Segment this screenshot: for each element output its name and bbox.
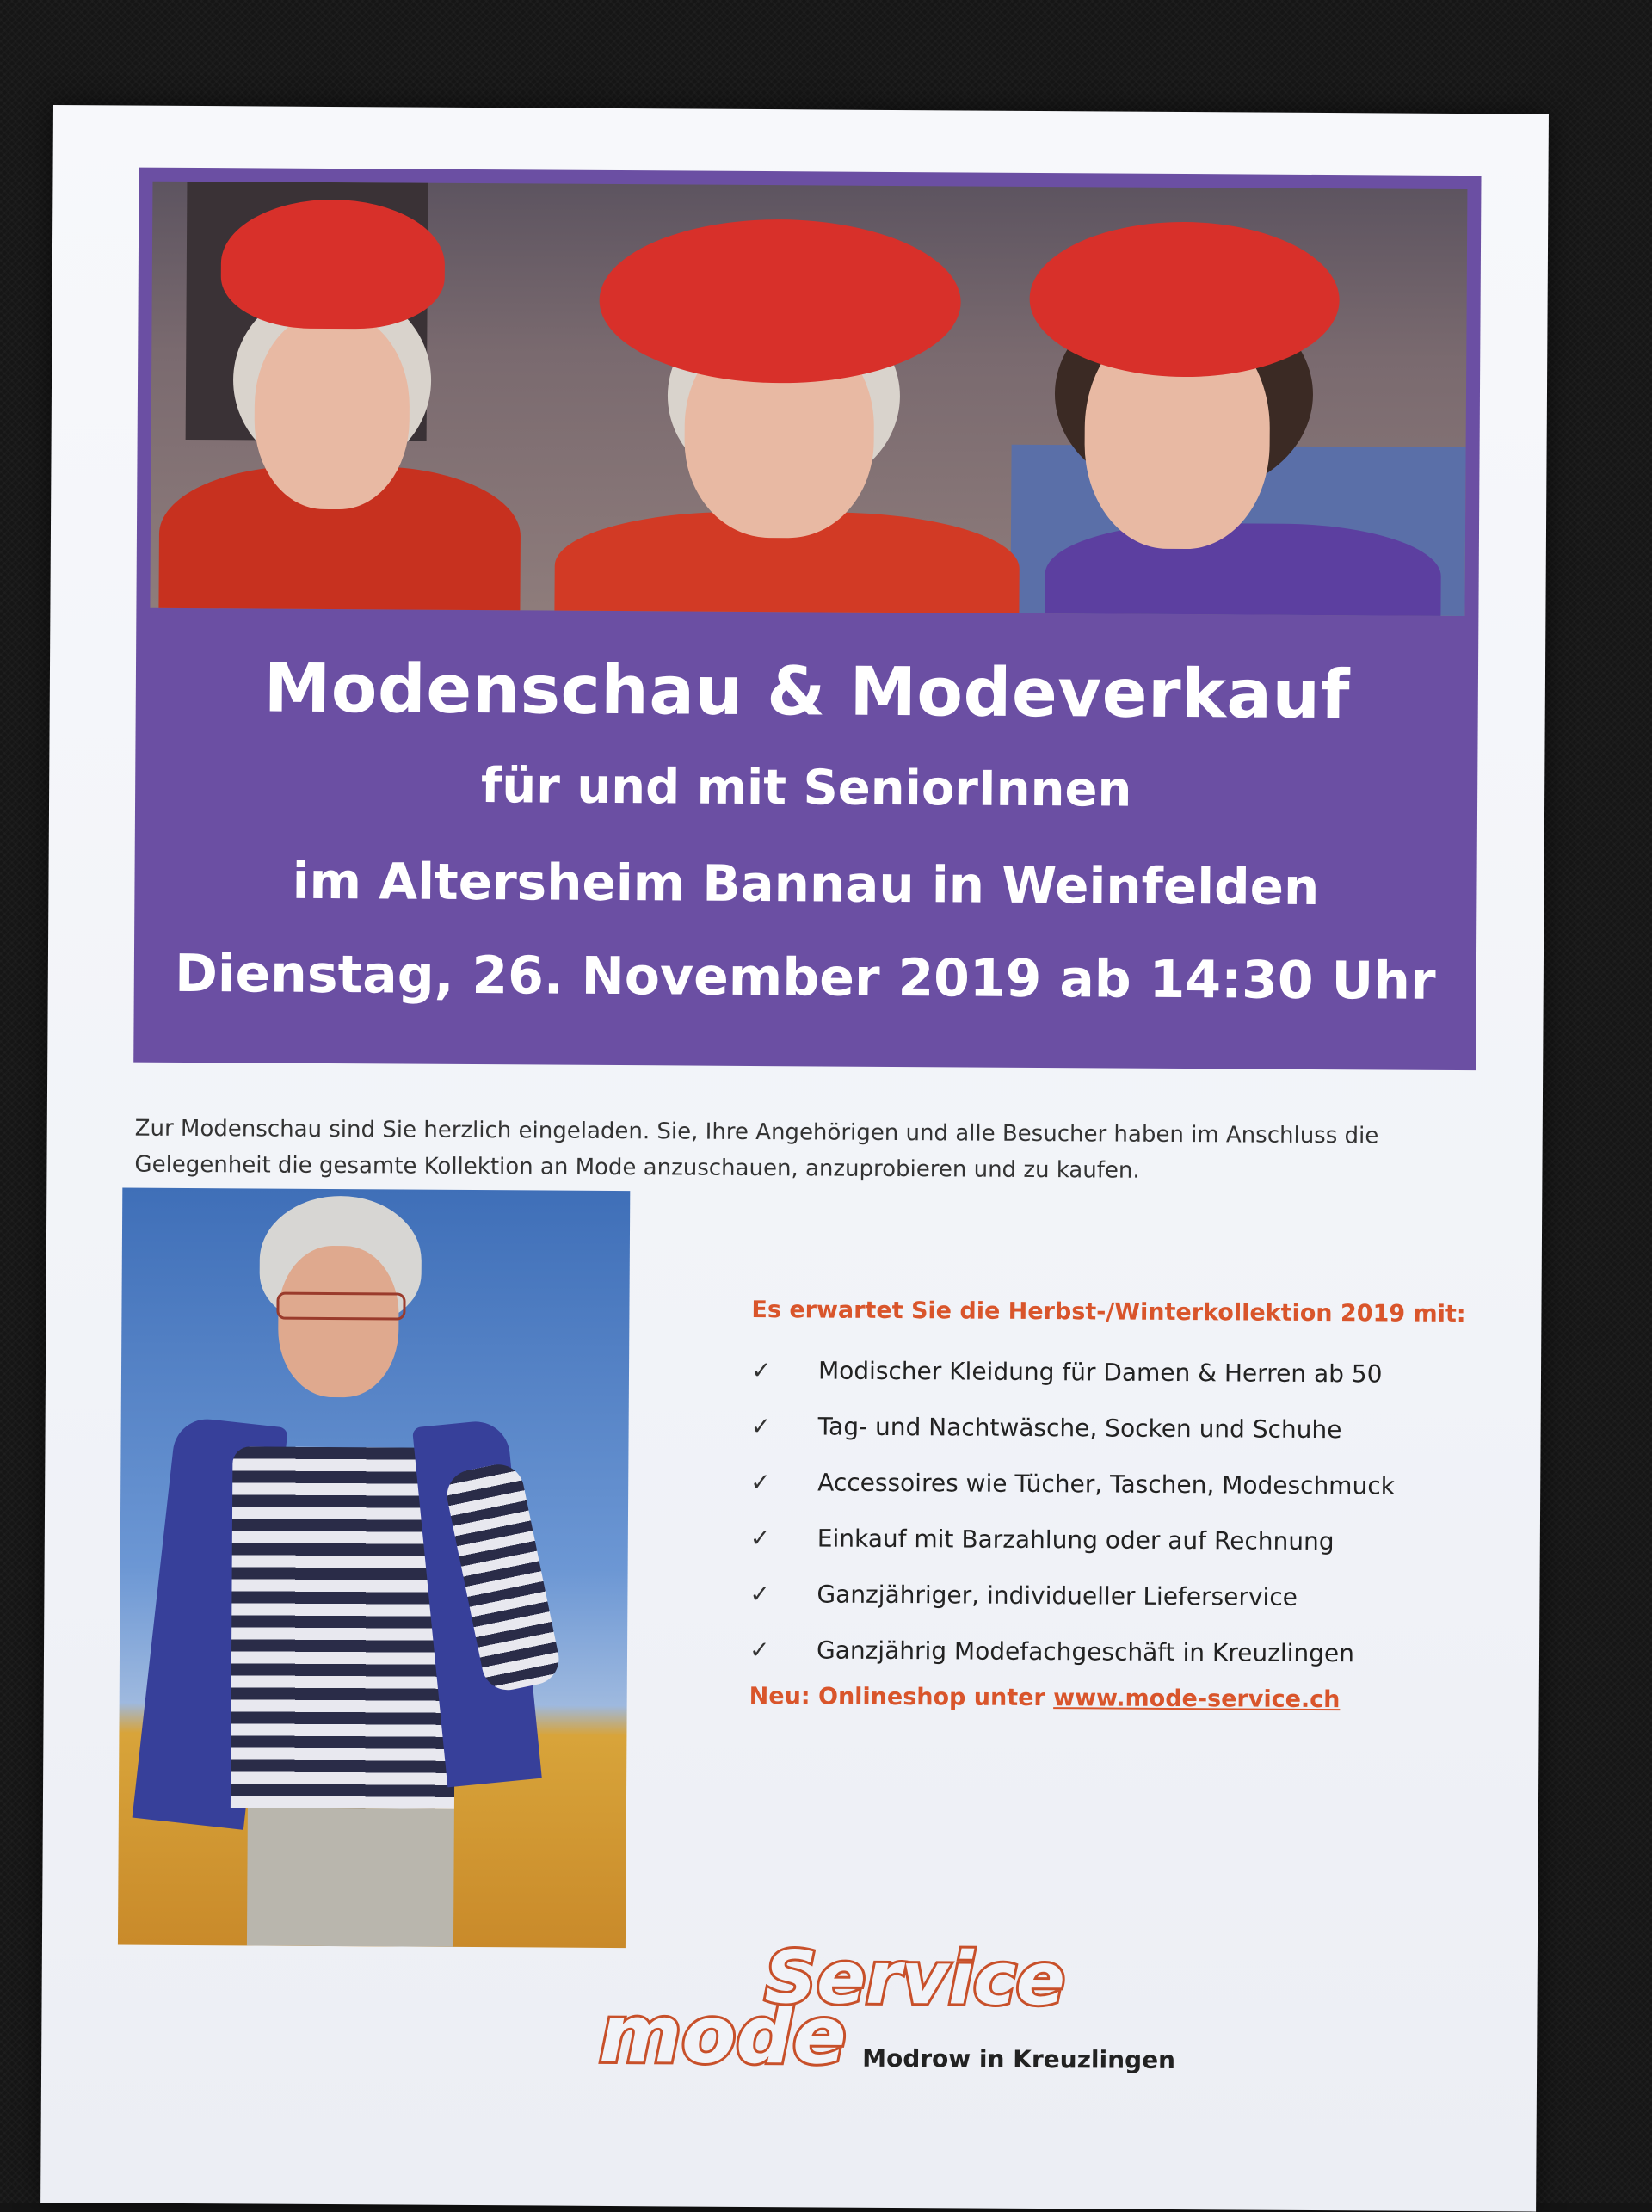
header-banner xyxy=(133,168,1481,1071)
logo-word-mode: mode xyxy=(598,1987,847,2082)
check-icon: ✓ xyxy=(750,1355,772,1385)
check-icon: ✓ xyxy=(750,1411,772,1441)
collection-heading: Es erwartet Sie die Herbst-/Winterkollektion 2019 mit: xyxy=(751,1296,1466,1328)
list-item: ✓ Ganzjährig Modefachgeschäft in Kreuzlingen xyxy=(749,1622,1489,1682)
logo-wordmark-icon xyxy=(592,1932,1195,2108)
event-title: Modenschau & Modeverkauf xyxy=(263,650,1351,735)
flyer-sheet xyxy=(40,105,1549,2212)
onlineshop-prefix: Neu: Onlineshop unter xyxy=(749,1682,1045,1712)
check-icon: ✓ xyxy=(750,1467,771,1497)
list-item: ✓ Accessoires wie Tücher, Taschen, Modeschmuck xyxy=(750,1454,1490,1514)
banner-headline-block xyxy=(133,608,1478,1071)
onlineshop-link[interactable]: www.mode-service.ch xyxy=(1053,1685,1341,1714)
collection-section xyxy=(749,1297,1492,1714)
onlineshop-note xyxy=(749,1683,1489,1714)
list-item: ✓ Tag- und Nachtwäsche, Socken und Schuhe xyxy=(750,1398,1490,1458)
model-photo xyxy=(118,1188,630,1949)
check-icon: ✓ xyxy=(749,1523,771,1553)
invitation-line-2: Gelegenheit die gesamte Kollektion an Mode anzuschauen, anzuprobieren und zu kaufen. xyxy=(134,1151,1140,1184)
event-date: Dienstag, 26. November 2019 ab 14:30 Uhr xyxy=(174,943,1436,1012)
list-item: ✓ Einkauf mit Barzahlung oder auf Rechnung xyxy=(750,1510,1490,1570)
list-item: ✓ Modischer Kleidung für Damen & Herren ab 50 xyxy=(751,1342,1491,1402)
event-subtitle: für und mit SeniorInnen xyxy=(480,758,1132,818)
logo-word-service: Service xyxy=(764,1935,1066,2022)
collection-list xyxy=(749,1342,1491,1682)
invitation-line-1: Zur Modenschau sind Sie herzlich eingeladen. Sie, Ihre Angehörigen und alle Besucher haben im Anschluss die xyxy=(134,1115,1379,1149)
check-icon: ✓ xyxy=(749,1579,771,1609)
check-icon: ✓ xyxy=(749,1635,770,1665)
mode-service-logo xyxy=(592,1932,1195,2108)
list-item: ✓ Ganzjähriger, individueller Lieferservice xyxy=(749,1566,1489,1626)
logo-tagline: Modrow in Kreuzlingen xyxy=(862,2043,1176,2075)
event-location: im Altersheim Bannau in Weinfelden xyxy=(292,851,1320,917)
hero-photo-three-women xyxy=(150,182,1467,616)
